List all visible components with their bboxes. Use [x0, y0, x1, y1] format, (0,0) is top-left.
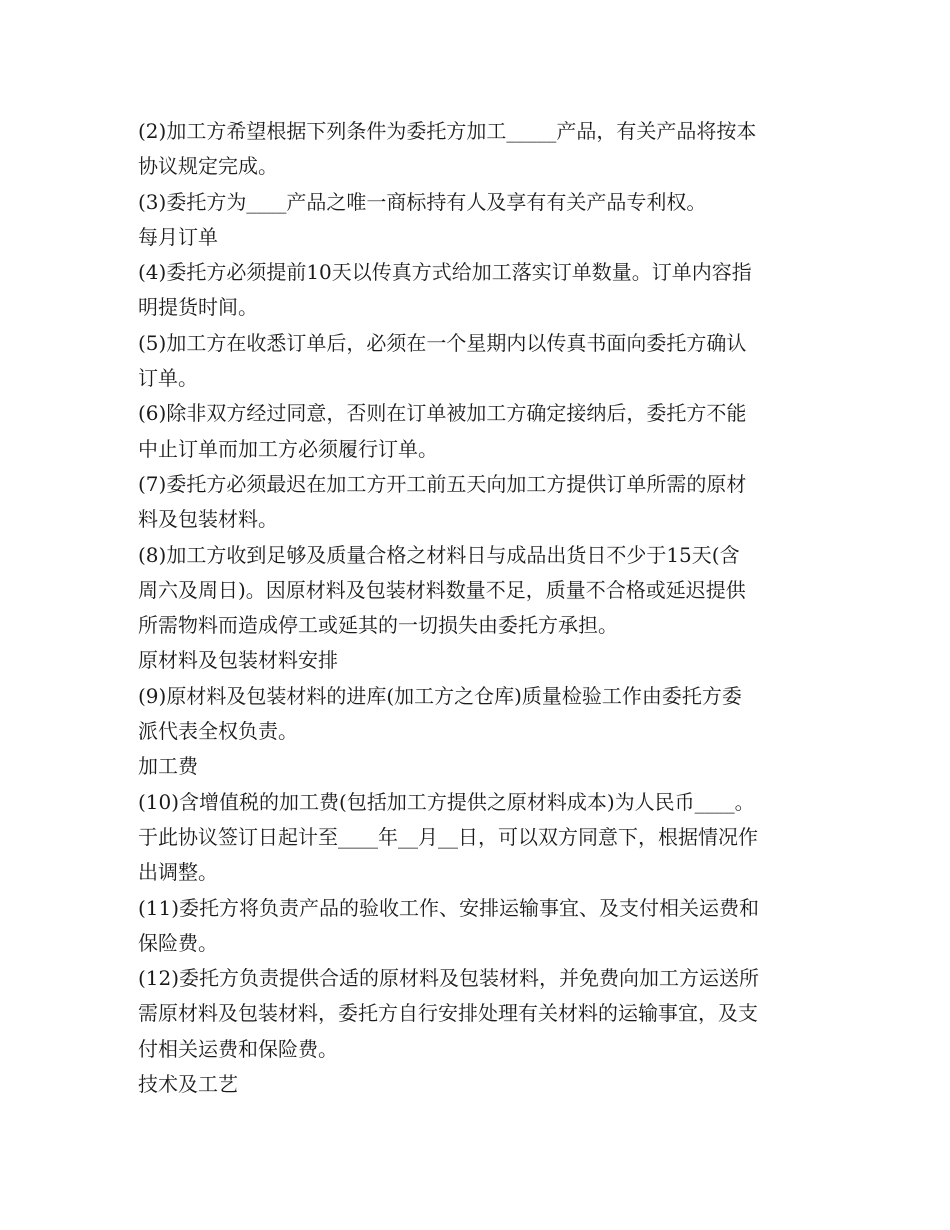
section-heading: 原材料及包装材料安排	[138, 648, 338, 673]
text-line: (6)除非双方经过同意，否则在订单被加工方确定接纳后，委托方不能	[138, 401, 747, 426]
document-body	[138, 114, 818, 1102]
text-line: 协议规定完成。	[138, 154, 278, 179]
text-line: 出调整。	[138, 860, 218, 885]
text-line: 料及包装材料。	[138, 507, 278, 532]
text-line: 所需物料而造成停工或延其的一切损失由委托方承担。	[138, 613, 618, 638]
text-line: (3)委托方为____产品之唯一商标持有人及享有有关产品专利权。	[138, 189, 707, 214]
text-line: (9)原材料及包装材料的进库(加工方之仓库)质量检验工作由委托方委	[138, 683, 742, 708]
text-line: (10)含增值税的加工费(包括加工方提供之原材料成本)为人民币____。	[138, 789, 755, 814]
text-line: 付相关运费和保险费。	[138, 1036, 338, 1061]
text-line: 订单。	[138, 366, 198, 391]
section-heading: 技术及工艺	[138, 1072, 238, 1097]
text-line: 中止订单而加工方必须履行订单。	[138, 436, 438, 461]
text-line: 保险费。	[138, 930, 218, 955]
text-line: (4)委托方必须提前10天以传真方式给加工落实订单数量。订单内容指	[138, 260, 752, 285]
section-heading: 每月订单	[138, 224, 218, 249]
text-line: (7)委托方必须最迟在加工方开工前五天向加工方提供订单所需的原材	[138, 471, 747, 496]
text-line: (5)加工方在收悉订单后，必须在一个星期内以传真书面向委托方确认	[138, 330, 747, 355]
section-heading: 加工费	[138, 754, 198, 779]
text-line: 需原材料及包装材料，委托方自行安排处理有关材料的运输事宜，及支	[138, 1001, 758, 1026]
text-line: (2)加工方希望根据下列条件为委托方加工_____产品，有关产品将按本	[138, 119, 757, 143]
text-line: 周六及周日)。因原材料及包装材料数量不足，质量不合格或延迟提供	[138, 577, 746, 602]
text-line: 派代表全权负责。	[138, 719, 298, 744]
text-line: 于此协议签订日起计至____年__月__日，可以双方同意下，根据情况作	[138, 824, 758, 849]
text-line: (12)委托方负责提供合适的原材料及包装材料，并免费向加工方运送所	[138, 966, 760, 991]
text-line: (11)委托方将负责产品的验收工作、安排运输事宜、及支付相关运费和	[138, 895, 760, 920]
text-line: (8)加工方收到足够及质量合格之材料日与成品出货日不少于15天(含	[138, 542, 740, 567]
text-line: 明提货时间。	[138, 295, 258, 320]
